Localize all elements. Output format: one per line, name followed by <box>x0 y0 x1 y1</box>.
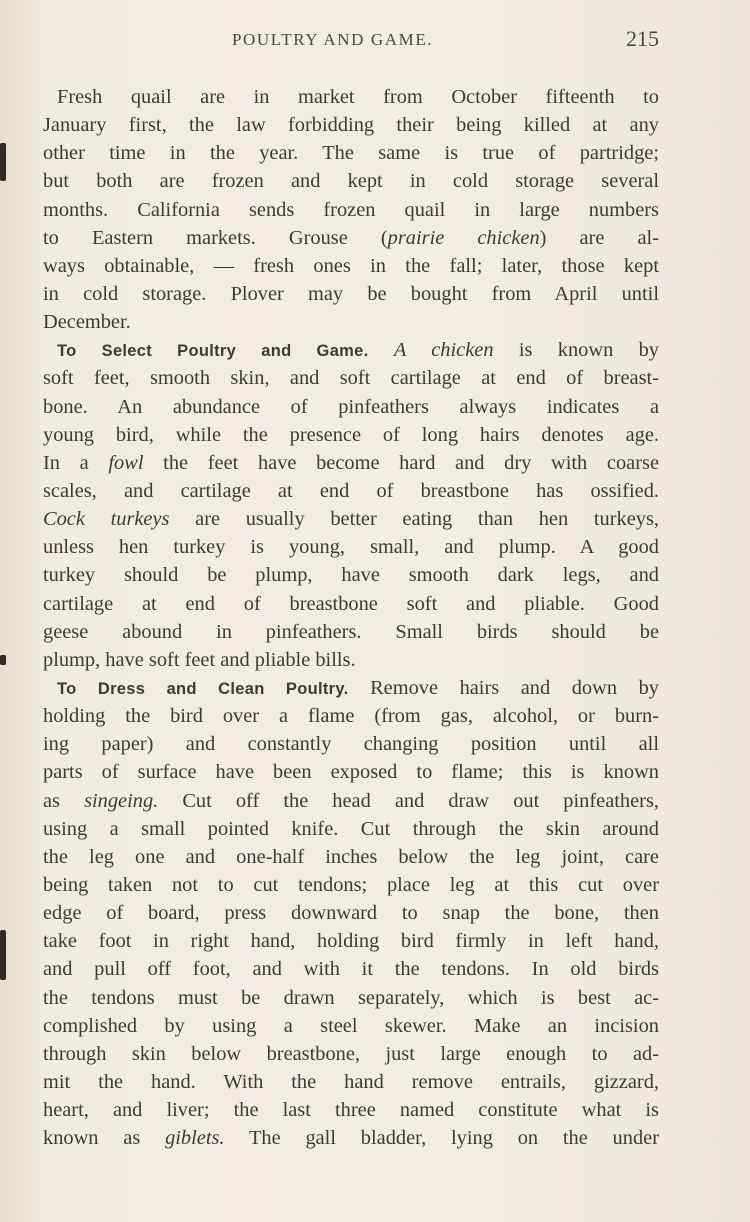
text-line: edge of board, press downward to snap the bone, then <box>43 902 659 925</box>
running-head: POULTRY AND GAME. <box>232 30 434 49</box>
text-line: scales, and cartilage at end of breastbone has ossified. <box>43 479 659 502</box>
italic-term: singeing. <box>84 789 159 812</box>
italic-term: giblets. <box>165 1127 225 1150</box>
text-line: months. California sends frozen quail in large numbers <box>43 198 659 221</box>
text-line: Fresh quail are in market from October fifteenth to <box>57 86 659 108</box>
binding-mark <box>0 143 6 181</box>
text-line: unless hen turkey is young, small, and plump. A good <box>43 536 659 559</box>
section-heading: To Select Poultry and Game. <box>57 342 369 361</box>
text-line: but both are frozen and kept in cold storage several <box>43 170 659 193</box>
text-line: ing paper) and constantly changing position until all <box>43 733 659 756</box>
binding-edge <box>0 0 18 1222</box>
text-line: holding the bird over a flame (from gas, alcohol, or burn- <box>43 705 659 728</box>
text-line: December. <box>43 311 131 334</box>
page-number: 215 <box>626 26 659 51</box>
italic-term: fowl <box>108 451 144 474</box>
text-line: being taken not to cut tendons; place leg at this cut over <box>43 873 659 896</box>
italic-term: A chicken <box>393 339 494 362</box>
text-line: To Select Poultry and Game. A chicken is known by <box>57 339 659 362</box>
italic-term: Cock turkeys <box>43 508 170 531</box>
text-line: To Dress and Clean Poultry. Remove hairs and down by <box>57 676 659 699</box>
text-line: as singeing. Cut off the head and draw out pinfeathers, <box>43 789 659 812</box>
text-line: ways obtainable, — fresh ones in the fall; later, those kept <box>43 254 659 277</box>
text-line: known as giblets. The gall bladder, lying on the under <box>43 1127 659 1150</box>
text-line: turkey should be plump, have smooth dark legs, and <box>43 564 659 587</box>
binding-mark <box>0 930 6 980</box>
text-line: and pull off foot, and with it the tendons. In old birds <box>43 958 659 981</box>
text-line: cartilage at end of breastbone soft and pliable. Good <box>43 592 659 615</box>
page-header <box>0 26 750 60</box>
text-line: soft feet, smooth skin, and soft cartilage at end of breast- <box>43 367 659 390</box>
text-line: parts of surface have been exposed to flame; this is known <box>43 761 659 784</box>
text-line: January first, the law forbidding their being killed at any <box>43 114 659 137</box>
text-line: bone. An abundance of pinfeathers always indicates a <box>43 395 659 418</box>
text-line: using a small pointed knife. Cut through the skin around <box>43 817 659 840</box>
text-line: geese abound in pinfeathers. Small birds should be <box>43 620 659 643</box>
text-line: Cock turkeys are usually better eating than hen turkeys, <box>43 508 659 531</box>
text-line: through skin below breastbone, just large enough to ad- <box>43 1042 659 1065</box>
text-line: heart, and liver; the last three named constitute what is <box>43 1099 659 1122</box>
binding-mark <box>0 655 6 665</box>
text-line: plump, have soft feet and pliable bills. <box>43 648 356 671</box>
body-text <box>43 83 659 1152</box>
text-line: to Eastern markets. Grouse (prairie chicken) are al- <box>43 226 659 249</box>
text-line: complished by using a steel skewer. Make an incision <box>43 1014 659 1037</box>
text-line: mit the hand. With the hand remove entrails, gizzard, <box>43 1070 659 1093</box>
text-line: the tendons must be drawn separately, which is best ac- <box>43 986 659 1009</box>
text-line: young bird, while the presence of long hairs denotes age. <box>43 423 659 446</box>
text-line: the leg one and one-half inches below the leg joint, care <box>43 845 659 868</box>
section-heading: To Dress and Clean Poultry. <box>57 679 349 698</box>
text-line: other time in the year. The same is true of partridge; <box>43 142 659 165</box>
italic-term: prairie chicken <box>387 226 540 249</box>
text-line: In a fowl the feet have become hard and dry with coarse <box>43 451 659 474</box>
text-line: in cold storage. Plover may be bought from April until <box>43 282 659 305</box>
text-line: take foot in right hand, holding bird firmly in left hand, <box>43 930 659 953</box>
